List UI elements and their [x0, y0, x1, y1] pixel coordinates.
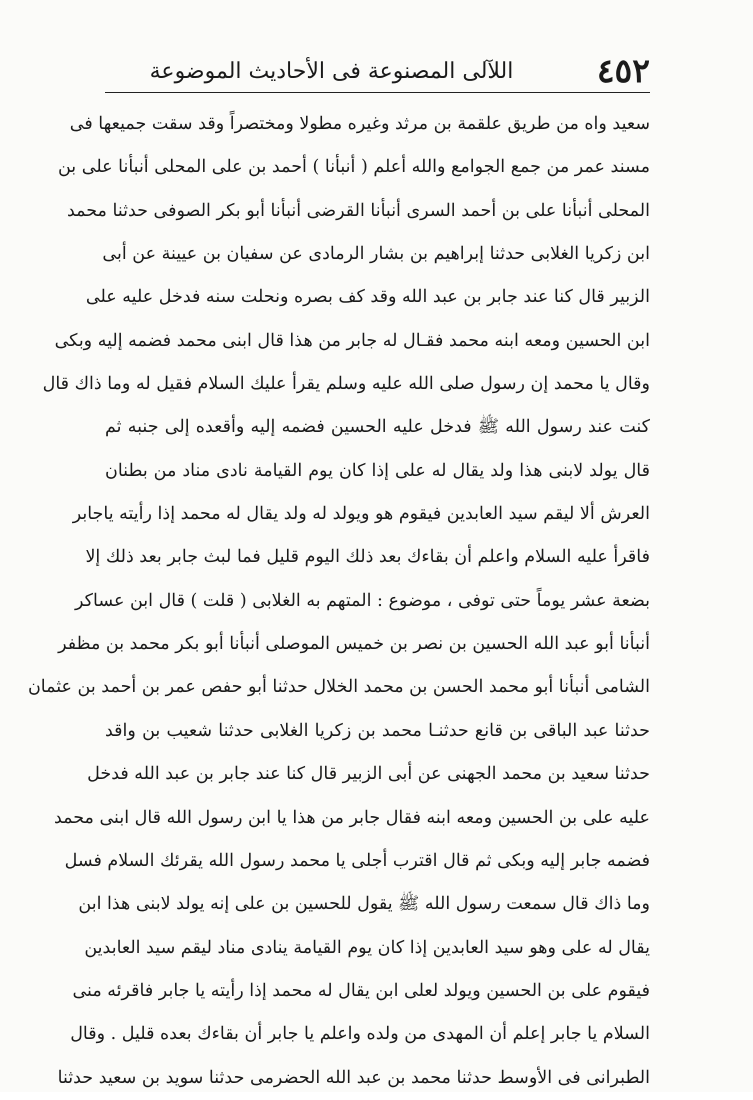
text-line: أنبأنا أبو عبد الله الحسين بن نصر بن خميس الموصلى أنبأنا أبو بكر محمد بن مظفر: [58, 634, 650, 655]
text-line: وما ذاك قال سمعت رسول الله ﷺ يقول للحسين بن على إنه يولد لابنى هذا ابن: [78, 894, 650, 915]
text-line: مسند عمر من جمع الجوامع والله أعلم ( أنبأنا ) أحمد بن على المحلى أنبأنا على بن: [57, 157, 650, 178]
text-line: سعيد واه من طريق علقمة بن مرثد وغيره مطولا ومختصراً وقد سقت جميعها فى: [69, 114, 650, 134]
text-line: الطبرانى فى الأوسط حدثنا محمد بن عبد الله الحضرمى حدثنا سويد بن سعيد حدثنا: [57, 1067, 650, 1088]
text-line: ابن الحسين ومعه ابنه محمد فقـال له جابر من هذا قال ابنى محمد فضمه إليه وبكى: [54, 330, 650, 351]
text-line: فيقوم على بن الحسين ويولد لعلى ابن يقال له محمد إذا رأيته يا جابر فاقرئه منى: [72, 980, 650, 1001]
header-rule: [105, 92, 650, 93]
text-line: الشامى أنبأنا أبو محمد الحسن بن محمد الخلال حدثنا أبو حفص عمر بن أحمد بن عثمان: [27, 677, 650, 698]
text-line: المحلى أنبأنا على بن أحمد السرى أنبأنا القرضى أنبأنا أبو بكر الصوفى حدثنا محمد: [66, 200, 650, 221]
text-line: السلام يا جابر إعلم أن المهدى من ولده واعلم يا جابر أن بقاءك بعده قليل . وقال: [70, 1024, 650, 1045]
page-number: ٤٥٢: [596, 51, 650, 90]
text-line: ابن زكريا الغلابى حدثنا إبراهيم بن بشار الرمادى عن سفيان بن عيينة عن أبى: [102, 244, 650, 265]
text-line: بضعة عشر يوماً حتى توفى ، موضوع : المتهم به الغلابى ( قلت ) قال ابن عساكر: [75, 590, 650, 611]
text-line: قال يولد لابنى هذا ولد يقال له على إذا كان يوم القيامة نادى مناد من بطنان: [105, 460, 650, 481]
text-line: الزبير قال كنا عند جابر بن عبد الله وقد كف بصره ونحلت سنه فدخل عليه على: [85, 287, 650, 308]
text-line: عليه على بن الحسين ومعه ابنه فقال جابر من هذا يا ابن رسول الله قال ابنى محمد: [53, 807, 650, 828]
text-line: حدثنا عبد الباقى بن قانع حدثنـا محمد بن زكريا الغلابى حدثنا شعيب بن واقد: [105, 720, 650, 741]
text-line: كنت عند رسول الله ﷺ فدخل عليه الحسين فضمه إليه وأقعده إلى جنبه ثم: [105, 417, 650, 438]
text-line: وقال يا محمد إن رسول صلى الله عليه وسلم يقرأ عليك السلام فقيل له وما ذاك قال: [42, 374, 650, 395]
body-text: [27, 103, 650, 1100]
text-line: فاقرأ عليه السلام واعلم أن بقاءك بعد ذلك اليوم قليل فما لبث جابر بعد ذلك إلا: [85, 547, 650, 568]
text-line: فضمه جابر إليه وبكى ثم قال اقترب أجلى يا محمد رسول الله يقرئك السلام فسل: [64, 850, 650, 871]
text-line: العرش ألا ليقم سيد العابدين فيقوم هو ويولد له ولد يقال له محمد إذا رأيته ياجابر: [72, 504, 650, 525]
text-line: يقال له على وهو سيد العابدين إذا كان يوم القيامة ينادى مناد ليقم سيد العابدين: [84, 937, 650, 958]
page-header: [105, 52, 650, 92]
running-title: اللآلى المصنوعة فى الأحاديث الموضوعة: [149, 59, 514, 84]
text-line: حدثنا سعيد بن محمد الجهنى عن أبى الزبير قال كنا عند جابر بن عبد الله فدخل: [87, 764, 650, 785]
